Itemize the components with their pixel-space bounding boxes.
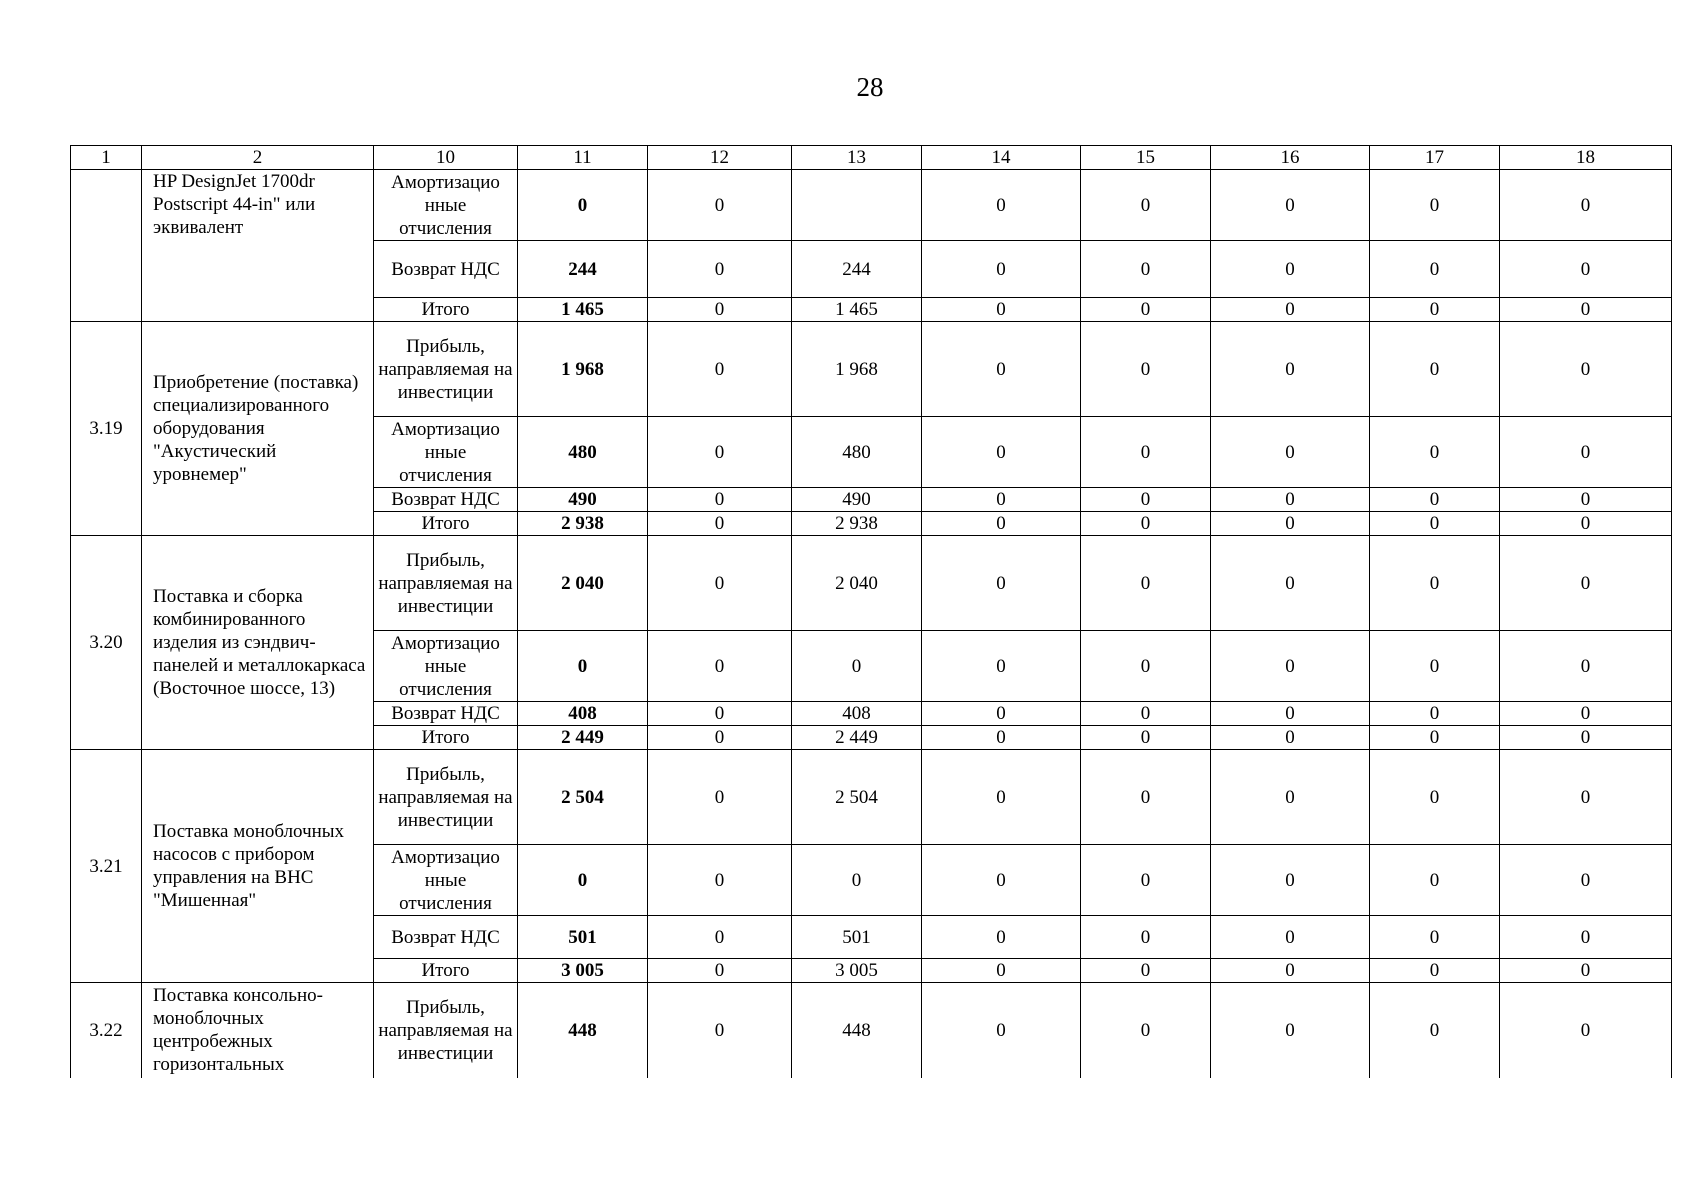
- value-col-12: 0: [648, 916, 792, 959]
- value-col-13: [792, 170, 922, 241]
- table-row: [71, 536, 1672, 631]
- total-value-col-11: 2 040: [518, 536, 648, 631]
- value-col-18: 0: [1500, 983, 1672, 1078]
- value-col-14: 0: [922, 298, 1081, 322]
- value-col-18: 0: [1500, 631, 1672, 702]
- value-col-14: 0: [922, 983, 1081, 1078]
- value-col-12: 0: [648, 536, 792, 631]
- value-col-13: 480: [792, 417, 922, 488]
- item-description: Поставка моноблочных насосов с прибором управления на ВНС "Мишенная": [142, 750, 374, 983]
- total-value-col-11: 2 504: [518, 750, 648, 845]
- value-col-17: 0: [1370, 916, 1500, 959]
- value-col-13: 0: [792, 845, 922, 916]
- value-col-18: 0: [1500, 170, 1672, 241]
- value-col-16: 0: [1211, 916, 1370, 959]
- value-col-16: 0: [1211, 417, 1370, 488]
- funding-source: Амортизацио нные отчисления: [374, 170, 518, 241]
- funding-source: Возврат НДС: [374, 916, 518, 959]
- column-header-18: 18: [1500, 146, 1672, 170]
- value-col-13: 490: [792, 488, 922, 512]
- funding-source: Прибыль, направляемая на инвестиции: [374, 983, 518, 1078]
- table-row: [71, 322, 1672, 417]
- item-description: Поставка консольно-моноблочных центробежных горизонтальных: [142, 983, 374, 1078]
- value-col-17: 0: [1370, 417, 1500, 488]
- value-col-15: 0: [1081, 916, 1211, 959]
- value-col-14: 0: [922, 536, 1081, 631]
- value-col-12: 0: [648, 241, 792, 298]
- value-col-18: 0: [1500, 241, 1672, 298]
- value-col-16: 0: [1211, 750, 1370, 845]
- value-col-13: 2 449: [792, 726, 922, 750]
- funding-source: Итого: [374, 726, 518, 750]
- column-header-16: 16: [1211, 146, 1370, 170]
- value-col-17: 0: [1370, 536, 1500, 631]
- value-col-18: 0: [1500, 959, 1672, 983]
- value-col-16: 0: [1211, 241, 1370, 298]
- value-col-15: 0: [1081, 170, 1211, 241]
- value-col-17: 0: [1370, 298, 1500, 322]
- value-col-18: 0: [1500, 417, 1672, 488]
- value-col-12: 0: [648, 959, 792, 983]
- total-value-col-11: 480: [518, 417, 648, 488]
- total-value-col-11: 0: [518, 845, 648, 916]
- value-col-12: 0: [648, 726, 792, 750]
- column-header-15: 15: [1081, 146, 1211, 170]
- value-col-13: 501: [792, 916, 922, 959]
- value-col-16: 0: [1211, 983, 1370, 1078]
- value-col-18: 0: [1500, 298, 1672, 322]
- value-col-16: 0: [1211, 298, 1370, 322]
- value-col-12: 0: [648, 983, 792, 1078]
- funding-source: Итого: [374, 298, 518, 322]
- value-col-16: 0: [1211, 959, 1370, 983]
- value-col-18: 0: [1500, 916, 1672, 959]
- value-col-17: 0: [1370, 702, 1500, 726]
- column-header-13: 13: [792, 146, 922, 170]
- value-col-14: 0: [922, 512, 1081, 536]
- value-col-12: 0: [648, 750, 792, 845]
- value-col-12: 0: [648, 702, 792, 726]
- value-col-17: 0: [1370, 241, 1500, 298]
- value-col-18: 0: [1500, 726, 1672, 750]
- total-value-col-11: 1 465: [518, 298, 648, 322]
- funding-source: Амортизацио нные отчисления: [374, 417, 518, 488]
- value-col-17: 0: [1370, 512, 1500, 536]
- value-col-12: 0: [648, 631, 792, 702]
- column-header-11: 11: [518, 146, 648, 170]
- item-number: [71, 170, 142, 322]
- value-col-18: 0: [1500, 750, 1672, 845]
- value-col-14: 0: [922, 726, 1081, 750]
- value-col-18: 0: [1500, 512, 1672, 536]
- value-col-18: 0: [1500, 322, 1672, 417]
- value-col-15: 0: [1081, 512, 1211, 536]
- funding-source: Амортизацио нные отчисления: [374, 845, 518, 916]
- funding-source: Прибыль, направляемая на инвестиции: [374, 322, 518, 417]
- value-col-15: 0: [1081, 983, 1211, 1078]
- value-col-17: 0: [1370, 750, 1500, 845]
- value-col-15: 0: [1081, 750, 1211, 845]
- value-col-12: 0: [648, 322, 792, 417]
- value-col-18: 0: [1500, 845, 1672, 916]
- value-col-13: 3 005: [792, 959, 922, 983]
- value-col-13: 0: [792, 631, 922, 702]
- value-col-15: 0: [1081, 322, 1211, 417]
- item-description: Приобретение (поставка) специализированного оборудования "Акустический уровнемер": [142, 322, 374, 536]
- value-col-14: 0: [922, 959, 1081, 983]
- value-col-15: 0: [1081, 488, 1211, 512]
- value-col-14: 0: [922, 750, 1081, 845]
- value-col-14: 0: [922, 845, 1081, 916]
- value-col-16: 0: [1211, 488, 1370, 512]
- value-col-17: 0: [1370, 726, 1500, 750]
- value-col-17: 0: [1370, 983, 1500, 1078]
- value-col-16: 0: [1211, 170, 1370, 241]
- value-col-12: 0: [648, 298, 792, 322]
- funding-source: Возврат НДС: [374, 488, 518, 512]
- value-col-14: 0: [922, 170, 1081, 241]
- funding-source: Прибыль, направляемая на инвестиции: [374, 536, 518, 631]
- value-col-15: 0: [1081, 631, 1211, 702]
- funding-source: Амортизацио нные отчисления: [374, 631, 518, 702]
- total-value-col-11: 490: [518, 488, 648, 512]
- value-col-14: 0: [922, 916, 1081, 959]
- item-description: Поставка и сборка комбинированного изделия из сэндвич-панелей и металлокаркаса (Восточное шоссе, 13): [142, 536, 374, 750]
- column-header-2: 2: [142, 146, 374, 170]
- total-value-col-11: 2 938: [518, 512, 648, 536]
- table-row: [71, 170, 1672, 241]
- value-col-14: 0: [922, 631, 1081, 702]
- value-col-12: 0: [648, 512, 792, 536]
- funding-source: Возврат НДС: [374, 241, 518, 298]
- funding-source: Итого: [374, 512, 518, 536]
- item-number: 3.22: [71, 983, 142, 1078]
- value-col-15: 0: [1081, 417, 1211, 488]
- column-header-17: 17: [1370, 146, 1500, 170]
- value-col-16: 0: [1211, 631, 1370, 702]
- total-value-col-11: 244: [518, 241, 648, 298]
- value-col-15: 0: [1081, 298, 1211, 322]
- value-col-16: 0: [1211, 322, 1370, 417]
- funding-source: Итого: [374, 959, 518, 983]
- value-col-13: 2 938: [792, 512, 922, 536]
- item-number: 3.21: [71, 750, 142, 983]
- value-col-16: 0: [1211, 512, 1370, 536]
- page-number: 28: [856, 72, 884, 102]
- column-header-1: 1: [71, 146, 142, 170]
- value-col-16: 0: [1211, 845, 1370, 916]
- total-value-col-11: 0: [518, 170, 648, 241]
- value-col-14: 0: [922, 702, 1081, 726]
- funding-source: Прибыль, направляемая на инвестиции: [374, 750, 518, 845]
- total-value-col-11: 0: [518, 631, 648, 702]
- value-col-17: 0: [1370, 170, 1500, 241]
- value-col-14: 0: [922, 488, 1081, 512]
- value-col-14: 0: [922, 417, 1081, 488]
- value-col-17: 0: [1370, 631, 1500, 702]
- item-description: HP DesignJet 1700dr Postscript 44-in" или эквивалент: [142, 170, 374, 322]
- value-col-15: 0: [1081, 241, 1211, 298]
- value-col-15: 0: [1081, 959, 1211, 983]
- value-col-12: 0: [648, 488, 792, 512]
- total-value-col-11: 448: [518, 983, 648, 1078]
- value-col-13: 1 465: [792, 298, 922, 322]
- value-col-12: 0: [648, 417, 792, 488]
- item-number: 3.20: [71, 536, 142, 750]
- budget-table: [70, 145, 1672, 1078]
- value-col-15: 0: [1081, 726, 1211, 750]
- value-col-13: 408: [792, 702, 922, 726]
- value-col-13: 2 504: [792, 750, 922, 845]
- value-col-17: 0: [1370, 488, 1500, 512]
- value-col-13: 1 968: [792, 322, 922, 417]
- total-value-col-11: 1 968: [518, 322, 648, 417]
- value-col-18: 0: [1500, 702, 1672, 726]
- table-row: [71, 750, 1672, 845]
- value-col-17: 0: [1370, 959, 1500, 983]
- value-col-18: 0: [1500, 536, 1672, 631]
- value-col-16: 0: [1211, 726, 1370, 750]
- value-col-15: 0: [1081, 536, 1211, 631]
- value-col-13: 244: [792, 241, 922, 298]
- value-col-15: 0: [1081, 845, 1211, 916]
- value-col-17: 0: [1370, 845, 1500, 916]
- column-header-12: 12: [648, 146, 792, 170]
- value-col-16: 0: [1211, 536, 1370, 631]
- value-col-13: 2 040: [792, 536, 922, 631]
- value-col-15: 0: [1081, 702, 1211, 726]
- funding-source: Возврат НДС: [374, 702, 518, 726]
- item-number: 3.19: [71, 322, 142, 536]
- column-header-14: 14: [922, 146, 1081, 170]
- value-col-14: 0: [922, 241, 1081, 298]
- value-col-18: 0: [1500, 488, 1672, 512]
- table-row: [71, 983, 1672, 1078]
- value-col-16: 0: [1211, 702, 1370, 726]
- value-col-17: 0: [1370, 322, 1500, 417]
- total-value-col-11: 501: [518, 916, 648, 959]
- header-row: [71, 146, 1672, 170]
- value-col-12: 0: [648, 845, 792, 916]
- total-value-col-11: 3 005: [518, 959, 648, 983]
- column-header-10: 10: [374, 146, 518, 170]
- value-col-14: 0: [922, 322, 1081, 417]
- value-col-13: 448: [792, 983, 922, 1078]
- total-value-col-11: 2 449: [518, 726, 648, 750]
- total-value-col-11: 408: [518, 702, 648, 726]
- value-col-12: 0: [648, 170, 792, 241]
